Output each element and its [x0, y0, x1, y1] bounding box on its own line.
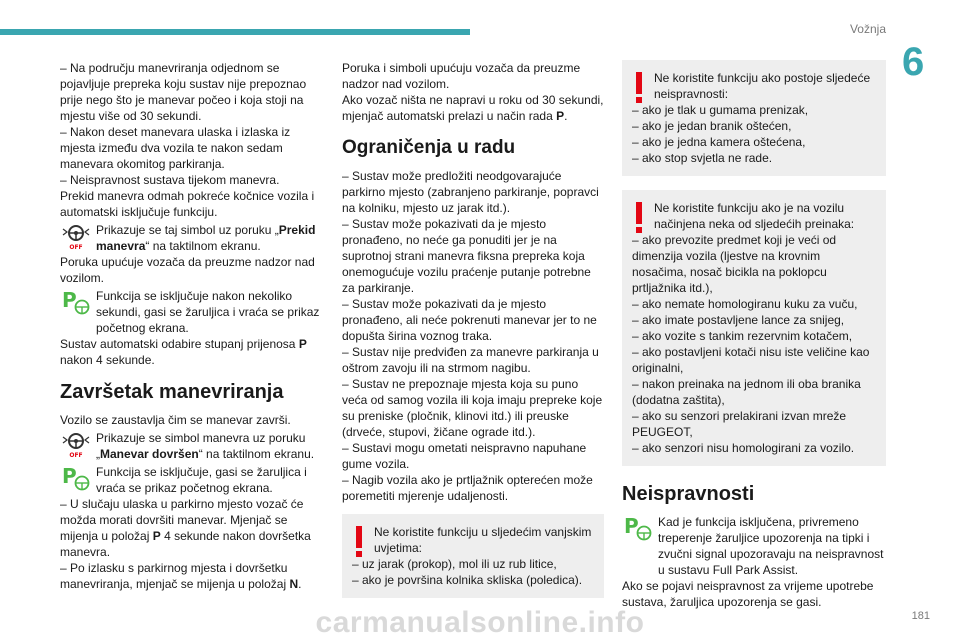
warning-note	[622, 60, 886, 176]
p-label: P	[624, 515, 639, 538]
text: – Po izlasku s parkirnog mjesta i dovršetku manevriranja, mjenjač se mijenja u položaj	[60, 561, 290, 591]
note-item: – ako je jedna kamera oštećena,	[632, 135, 806, 149]
text: 4 sekunde nakon dovršetka manevra.	[60, 529, 311, 559]
text: Funkcija se isključuje, gasi se žaruljica i vraća se prikaz početnog ekrana.	[96, 465, 307, 495]
text: Ako vozač ništa ne napravi u roku od 30 sekundi, mjenjač automatski prelazi u način rada	[342, 93, 604, 123]
p-label: P	[62, 289, 77, 312]
note-item: – ako su senzori prelakirani izvan mreže PEUGEOT,	[632, 409, 847, 439]
paragraph	[342, 92, 604, 124]
note-item: – ako postavljeni kotači nisu iste veličine kao originalni,	[632, 345, 870, 375]
paragraph: – Sustav može pokazivati da je mjesto pronađeno, ali neće pokrenuti manevar jer to ne dopušta širina voznog traka.	[342, 297, 597, 343]
paragraph: – Sustav može pokazivati da je mjesto pronađeno, no neće ga ponuditi jer je na suprotnoj strani manevra fiksna prepreka koja onemogućuje vozilu praćenje putanje potrebne za parkiranje.	[342, 217, 591, 295]
symbol-note-abort	[60, 222, 322, 254]
text: Prikazuje se simbol manevra uz poruku „	[96, 431, 306, 461]
note-item: – ako stop svjetla ne rade.	[632, 151, 773, 165]
text: “ na taktilnom ekranu.	[145, 239, 261, 253]
exclamation-warning-icon	[352, 524, 366, 558]
text: – U slučaju ulaska u parkirno mjesto vozač će možda morati dovršiti manevar. Mjenjač se mijenja u položaj	[60, 497, 304, 543]
text: nakon 4 sekunde.	[60, 353, 155, 367]
paragraph: – Neispravnost sustava tijekom manevra.	[60, 173, 280, 187]
paragraph: Prekid manevra odmah pokreće kočnice vozila i automatski isključuje funkciju.	[60, 189, 315, 219]
warning-note	[622, 190, 886, 466]
paragraph: – Sustav može predložiti neodgovarajuće parkirno mjesto (zabranjeno parkiranje, popravci na kolniku, mjesto uz jarak itd.).	[342, 169, 599, 215]
paragraph: Poruka upućuje vozača da preuzme nadzor nad vozilom.	[60, 255, 315, 285]
text: Prikazuje se taj simbol uz poruku „	[96, 223, 279, 237]
paragraph	[60, 496, 322, 560]
symbol-note-fault	[622, 514, 886, 578]
text: Sustav automatski odabire stupanj prijenosa	[60, 337, 299, 351]
text: .	[298, 577, 302, 591]
gear-label: P	[152, 529, 161, 543]
paragraph: Ako se pojavi neispravnost za vrijeme upotrebe sustava, žaruljica upozorenja se gasi.	[622, 579, 874, 609]
gear-label: N	[289, 577, 299, 591]
column-right	[622, 60, 886, 610]
page-number: 181	[911, 610, 930, 622]
symbol-note-complete	[60, 430, 322, 462]
note-item: – ako je tlak u gumama prenizak,	[632, 103, 809, 117]
off-label: OFF	[69, 452, 83, 459]
symbol-note-park	[60, 464, 322, 496]
paragraph: – Sustav ne prepoznaje mjesta koja su puno veća od samog vozila ili koja imaju prepreke koje su preniske (pločnik, klinovi itd.) ili preuske (drveće, stupovi, žičane ograde itd.).	[342, 377, 603, 439]
park-assist-icon	[60, 289, 92, 317]
paragraph: Vozilo se zaustavlja čim se manevar završi.	[60, 413, 291, 427]
section-heading-end: Završetak manevriranja	[60, 381, 284, 403]
p-label: P	[62, 465, 77, 488]
section-heading-faults: Neispravnosti	[622, 483, 755, 505]
note-lead: Ne koristite funkciju u sljedećim vanjskim uvjetima:	[374, 525, 592, 555]
header-accent-bar	[0, 29, 470, 35]
section-heading-limits: Ograničenja u radu	[342, 137, 516, 158]
paragraph: Poruka i simboli upućuju vozača da preuzme nadzor nad vozilom.	[342, 61, 581, 91]
paragraph: – Nakon deset manevara ulaska i izlaska iz mjesta između dva vozila te nakon sedam manevara okomitog parkiranja.	[60, 125, 291, 171]
note-lead: Ne koristite funkciju ako postoje sljedeće neispravnosti:	[654, 71, 871, 101]
park-assist-icon	[60, 465, 92, 493]
off-label: OFF	[69, 244, 83, 251]
steering-wheel-off-icon	[60, 431, 92, 459]
exclamation-warning-icon	[632, 200, 646, 234]
exclamation-warning-icon	[632, 70, 646, 104]
message-name: Prekid manevra	[96, 223, 316, 253]
text: Kad je funkcija isključena, privremeno treperenje žaruljice upozorenja na tipki i zvučni signal upozoravaju na neispravnost u sustavu Full Park Assist.	[658, 515, 884, 577]
column-middle	[342, 60, 604, 608]
park-assist-icon	[622, 515, 654, 543]
page-section-title: Vožnja	[849, 22, 886, 36]
column-left	[60, 60, 322, 592]
note-item: – ako je površina kolnika skliska (poledica).	[352, 573, 583, 587]
note-item: – ako senzori nisu homologirani za vozilo.	[632, 441, 855, 455]
note-lead: Ne koristite funkciju ako je na vozilu načinjena neka od sljedećih preinaka:	[654, 201, 855, 231]
note-item: – nakon preinaka na jednom ili oba branika (dodatna zaštita),	[632, 377, 861, 407]
note-item: – ako vozite s tankim rezervnim kotačem,	[632, 329, 853, 343]
note-item: – uz jarak (prokop), mol ili uz rub litice,	[352, 557, 557, 571]
chapter-number: 6	[902, 40, 925, 84]
text: “ na taktilnom ekranu.	[198, 447, 315, 461]
note-item: – ako je jedan branik oštećen,	[632, 119, 792, 133]
message-name: Manevar dovršen	[100, 447, 199, 461]
paragraph	[60, 560, 322, 592]
paragraph: – Na području manevriranja odjednom se pojavljuje prepreka koju sustav nije prepoznao prije nego što je manevar počeo i koja stoji na mjestu više od 30 sekundi.	[60, 61, 307, 123]
note-item: – ako prevozite predmet koji je veći od dimenzija vozila (ljestve na krovnim nosačima, nosač bicikla na poklopcu prtljažnika itd.),	[632, 233, 837, 295]
paragraph	[60, 336, 322, 368]
gear-label: P	[298, 337, 307, 351]
warning-note	[342, 514, 604, 598]
paragraph: – Sustavi mogu ometati neispravno napuhane gume vozila.	[342, 441, 587, 471]
note-item: – ako imate postavljene lance za snijeg,	[632, 313, 845, 327]
symbol-note-park	[60, 288, 322, 336]
text: Funkcija se isključuje nakon nekoliko sekundi, gasi se žaruljica i vraća se prikaz početnog ekrana.	[96, 289, 320, 335]
text: .	[564, 109, 568, 123]
paragraph: – Nagib vozila ako je prtljažnik opterećen može poremetiti mjerenje udaljenosti.	[342, 473, 593, 503]
gear-label: P	[556, 109, 565, 123]
steering-wheel-off-icon	[60, 223, 92, 251]
paragraph: – Sustav nije predviđen za manevre parkiranja u oštrom zavoju ili na strmom nagibu.	[342, 345, 599, 375]
note-item: – ako nemate homologiranu kuku za vuču,	[632, 297, 858, 311]
watermark: carmanualsonline.info	[315, 606, 645, 639]
